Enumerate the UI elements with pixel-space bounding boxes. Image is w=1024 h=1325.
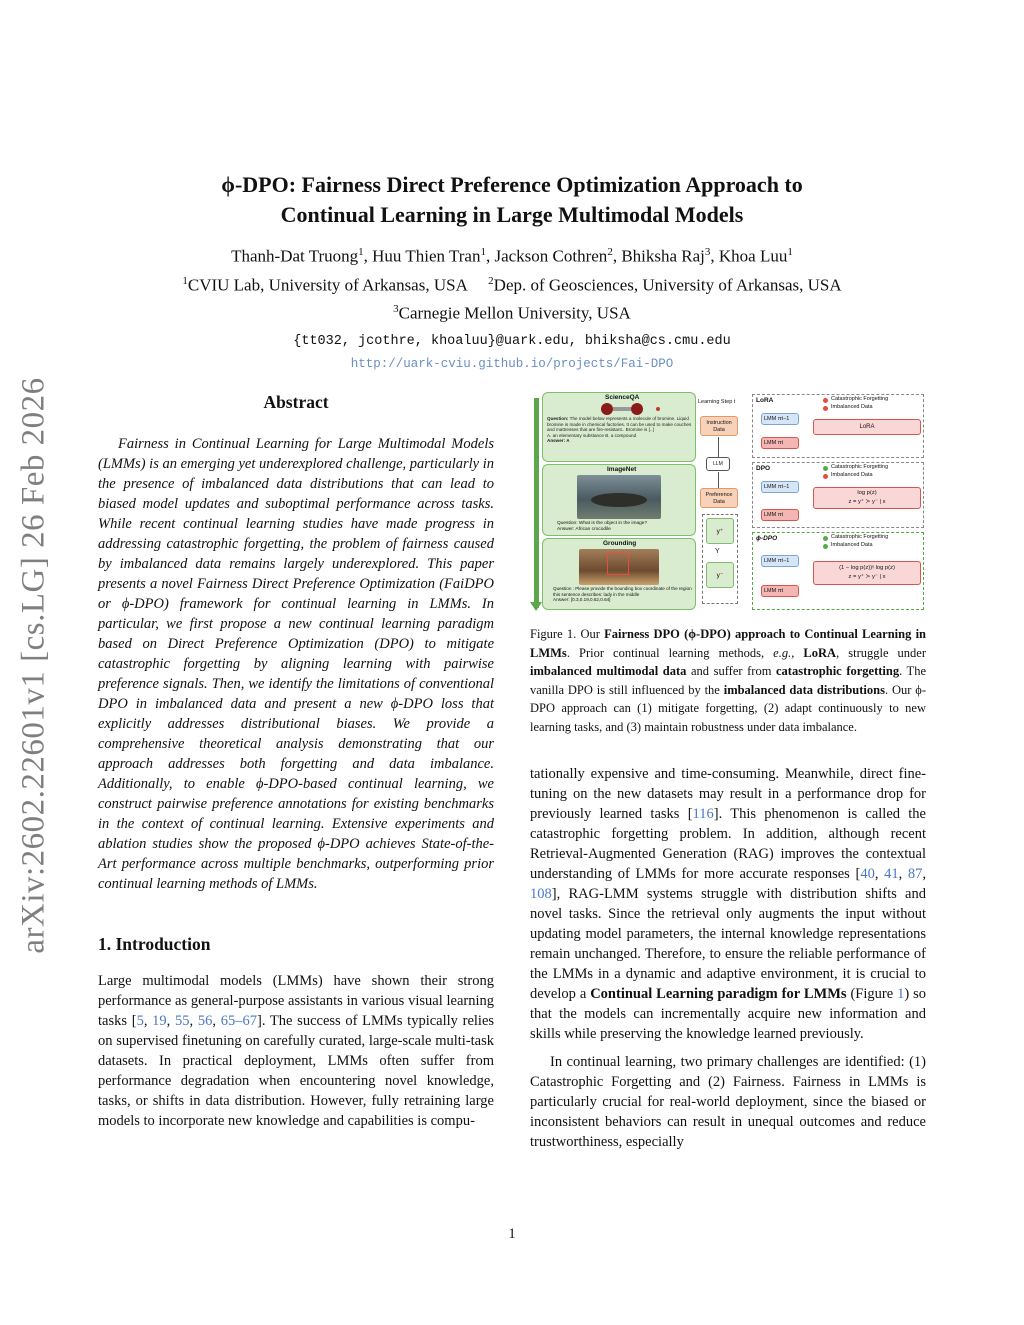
lmm-curr-box <box>761 509 799 521</box>
phi-dpo-benefit-forgetting: Catastrophic Forgetting <box>831 534 889 540</box>
affiliation: Carnegie Mellon University, USA <box>398 303 631 323</box>
learning-step-label: Learning Step t <box>698 399 736 405</box>
affiliations-line <box>0 269 1024 298</box>
dpo-issue-imbalance: Imbalanced Data <box>831 472 873 478</box>
citation-link[interactable]: 56 <box>197 1013 213 1029</box>
author-name: Jackson Cothren <box>494 246 608 266</box>
y-minus-box <box>706 562 734 588</box>
dpo-panel <box>752 462 924 528</box>
bromine-atom-right <box>631 403 643 415</box>
body-paragraph: In continual learning, two primary challenges are identified: (1) Catastrophic Forgetting and (2) Fairness. Fairness in LMMs is particularly crucial for real-world deployment, since the biased or inconsistent behaviors can result in unequal outcomes and reduce trustworthiness, especially <box>530 1054 926 1150</box>
author-affiliation-mark: 1 <box>480 246 486 258</box>
body-bold: Continual Learning paradigm for LMMs <box>590 986 847 1002</box>
instruction-data-box <box>700 416 738 436</box>
grounding-answer: Answer: [0.3,0.19,0.62,0.64] <box>553 597 611 603</box>
y-minus-label: y⁻ <box>716 572 724 579</box>
dpo-issue-forgetting: Catastrophic Forgetting <box>831 464 889 470</box>
author-affiliation-mark: 2 <box>607 246 613 258</box>
grounding-question: Question : Please provide the bounding box coordinate of the region this sentence describes: lady in the middle <box>553 586 692 597</box>
body-paragraph: tationally expensive and time-consuming. Meanwhile, direct fine-tuning on the new datasets may result in a performance drop for previously learned tasks [116]. This phenomenon is called the catastrophic forgetting problem. In addition, although recent Retrieval-Augmented Generation (RAG) improves the contextual understanding of LMMs for more accurate responses [40, 41, 87, 108], RAG-LMM systems struggle with distribution shifts and novel tasks. Since the retrieval only augments the input without updating model parameters, the internal knowledge representations remain unchanged. Therefore, to ensure the reliable performance of the LMMs in a dynamic and adaptive environment, it is crucial to develop a Continual Learning paradigm for LMMs (Figure 1) so that the models can incrementally acquire new information and skills while preserving the knowledge learned previously. <box>530 766 926 1042</box>
lmm-prev-label: LMM πt−1 <box>764 558 790 564</box>
citation-link[interactable]: 41 <box>884 866 899 882</box>
scienceqa-question: The model below represents a molecule of bromine. Liquid bromine is made in chemical factories. It can be used to make couches and mattresses that are fire-resistant.. Bromine is [..] <box>547 416 692 433</box>
affiliations-line <box>0 297 1024 326</box>
phi-dpo-benefit-imbalance: Imbalanced Data <box>831 542 873 548</box>
grounding-photo <box>579 549 659 585</box>
author-affiliation-mark: 1 <box>787 246 793 258</box>
body-text: ]. The success of LMMs typically relies on supervised finetuning on carefully curated, large-scale multi-task datasets. In practical deployment, LMMs often suffer from performance degradation when encountering novel knowledge, tasks, or shifts in data distribution. However, fully retraining large models to incorporate new knowledge and capabilities is compu- <box>98 1013 495 1129</box>
check-icon <box>823 466 828 471</box>
body-text: ) so that the models can incrementally acquire new information and skills while preserving the knowledge learned previously. <box>530 986 926 1042</box>
phi-dpo-objective-line1: (1 − log p(z))ᵞ log p(z) <box>839 565 895 571</box>
author-name: Thanh-Dat Truong <box>231 246 359 266</box>
lmm-curr-box <box>761 585 799 597</box>
caption-text: and suffer from <box>686 664 776 678</box>
phi-dpo-label: ϕ-DPO <box>756 535 778 542</box>
lmm-prev-box <box>761 413 799 425</box>
caption-text: . Our ϕ-DPO approach can (1) mitigate forgetting, (2) adapt continuously to new learning tasks, and (3) maintain robustness under data imbalance. <box>530 682 927 734</box>
preference-data-box <box>700 488 738 508</box>
dpo-label: DPO <box>756 465 771 472</box>
caption-text: Figure 1. Our <box>530 627 605 641</box>
body-text: (Figure <box>846 986 898 1002</box>
author-name: Khoa Luu <box>718 246 788 266</box>
imagenet-answer: Answer: African crocodile <box>557 527 611 532</box>
bromine-bond <box>613 407 631 411</box>
affiliation: CVIU Lab, University of Arkansas, USA <box>187 275 467 295</box>
affiliation-number: 3 <box>393 303 399 316</box>
body-text: Large multimodal models (LMMs) have shown their strong performance as general-purpose assistants in various visual learning tasks [ <box>98 973 494 1029</box>
lora-objective-label: LoRA <box>859 424 875 430</box>
time-arrow-head <box>530 602 542 611</box>
author-names: Thanh-Dat Truong$^1$, Huu Thien Tran$^1$, Jackson Cothren$^2$, Bhiksha Raj$^3$, Khoa Luu$^1$ <box>231 246 793 266</box>
scienceqa-options: A. an elementary substance B. a compound <box>547 432 637 438</box>
dpo-objective-line1: log p(z) <box>857 490 877 496</box>
citation-link[interactable]: 19 <box>152 1013 167 1029</box>
phi-dpo-objective-box <box>813 561 921 585</box>
bromine-atom-left <box>601 403 613 415</box>
dpo-objective-box <box>813 487 921 509</box>
paper-title <box>0 170 1024 230</box>
author-name: Huu Thien Tran <box>372 246 481 266</box>
arxiv-stamp-text: arXiv:2602.22601v1 [cs.LG] 26 Feb 2026 <box>15 376 52 954</box>
caption-bold: LoRA <box>803 645 837 660</box>
grounding-qa-text <box>553 586 693 603</box>
caption-bold: catastrophic forgetting <box>776 664 900 678</box>
scienceqa-answer: Answer: A <box>547 438 570 444</box>
pipeline-connector <box>718 437 719 457</box>
scienceqa-panel <box>542 392 696 462</box>
section-heading-introduction: 1. Introduction <box>98 934 211 954</box>
citation-link[interactable]: 116 <box>692 806 714 822</box>
lora-issue-forgetting: Catastrophic Forgetting <box>831 396 889 402</box>
lmm-curr-box <box>761 437 799 449</box>
time-label: Time <box>528 489 536 506</box>
affiliation: Dep. of Geosciences, University of Arkansas, USA <box>493 275 842 295</box>
instruction-data-label: Instruction Data <box>706 420 732 433</box>
right-column <box>530 390 926 1152</box>
figure-1 <box>530 390 926 612</box>
lmm-prev-box <box>761 555 799 567</box>
check-icon <box>823 536 828 541</box>
phi-dpo-objective-line2: z = y⁺ ≻ y⁻ | x <box>848 574 886 580</box>
caption-bold: imbalanced multimodal data <box>530 664 687 678</box>
affiliation-number: 1 <box>182 274 188 287</box>
imagenet-title: ImageNet <box>607 466 637 473</box>
caption-bold: Fairness DPO (ϕ-DPO) approach to Continual Learning in LMMs <box>530 627 926 660</box>
title-line-1: ϕ-DPO: Fairness Direct Preference Optimization Approach to <box>221 172 803 197</box>
author-name: Bhiksha Raj <box>621 246 705 266</box>
imagenet-qa-text <box>557 521 647 533</box>
crocodile-photo <box>577 475 661 519</box>
affiliation-number: 2 <box>488 274 494 287</box>
figure-caption <box>530 625 926 736</box>
title-block <box>0 170 1024 374</box>
lora-panel <box>752 394 924 458</box>
figure-ref-link[interactable]: 1 <box>897 986 905 1002</box>
lmm-prev-label: LMM πt−1 <box>764 416 790 422</box>
author-list <box>0 240 1024 326</box>
scienceqa-title: ScienceQA <box>605 394 640 401</box>
citation-link[interactable]: 87 <box>907 866 923 882</box>
lmm-curr-label: LMM πt <box>764 512 784 518</box>
title-line-2: Continual Learning in Large Multimodal Models <box>280 202 744 227</box>
cross-icon <box>823 398 828 403</box>
citation-link[interactable]: 5 <box>136 1013 144 1029</box>
body-text: tationally expensive and time-consuming. Meanwhile, direct fine-tuning on the new datasets may result in a performance drop for previously learned tasks [ <box>530 766 926 822</box>
citation-link[interactable]: 65–67 <box>220 1013 257 1029</box>
caption-text: , <box>791 645 804 660</box>
body-text: ]. This phenomenon is called the catastrophic forgetting problem. In addition, although recent Retrieval-Augmented Generation (RAG) improves the contextual understanding of LMMs for more accurate responses [ <box>530 806 926 882</box>
imagenet-panel <box>542 464 696 536</box>
arxiv-stamp <box>12 370 56 960</box>
grounding-title: Grounding <box>603 540 637 547</box>
cross-icon <box>823 406 828 411</box>
bounding-box <box>607 553 629 575</box>
question-label: Question: <box>547 416 569 421</box>
author-affiliation-mark: 3 <box>704 246 711 258</box>
pipeline-connector <box>718 472 719 488</box>
check-icon <box>823 544 828 549</box>
y-plus-label: y⁺ <box>716 528 724 535</box>
lmm-curr-label: LMM πt <box>764 440 784 446</box>
intro-paragraph: Large multimodal models (LMMs) have shown their strong performance as general-purpose assistants in various visual learning tasks [5, 19, 55, 56, 65–67]. The success of LMMs typically relies on supervised finetuning on carefully curated, large-scale multi-task datasets. In practical deployment, LMMs often suffer from performance degradation when encountering novel knowledge, tasks, or shifts in data distribution. However, fully retraining large models to incorporate new knowledge and capabilities is compu- <box>98 973 495 1129</box>
lora-objective-box <box>813 419 921 435</box>
cross-icon <box>823 474 828 479</box>
lmm-curr-label: LMM πt <box>764 588 784 594</box>
llm-label: LLM <box>713 461 723 467</box>
body-text: ], RAG-LMM systems struggle with distribution shifts and novel tasks. Since the retrieval only augments the input without updating model parameters, the internal knowledge representations remain unchanged. Therefore, to ensure the reliable performance of the LMMs in a dynamic and adaptive environment, it is crucial to develop a <box>530 886 926 1002</box>
caption-bold: imbalanced data distributions <box>723 682 885 697</box>
y-label: Y <box>715 548 720 555</box>
abstract-heading: Abstract <box>263 392 329 412</box>
lora-issue-imbalance: Imbalanced Data <box>831 404 873 410</box>
scienceqa-qa-text <box>547 416 693 444</box>
dpo-objective-line2: z = y⁺ ≻ y⁻ | x <box>848 499 886 505</box>
abstract-text: Fairness in Continual Learning for Large Multimodal Models (LMMs) is an emerging yet underexplored challenge, particularly in the presence of imbalanced data distributions that can lead to biased model updates and suboptimal performance across tasks. While recent continual learning studies have made progress in addressing catastrophic forgetting, the problem of fairness caused by imbalanced data remains largely underexplored. This paper presents a novel Fairness Direct Preference Optimization (FaiDPO or ϕ-DPO) framework for continual learning in LMMs. In particular, we first propose a new continual learning paradigm based on Direct Preference Optimization (DPO) to mitigate catastrophic forgetting by aligning learning with pairwise preference signals. Then, we identify the limitations of conventional DPO in imbalanced data and present a new ϕ-DPO loss that explicitly addresses distributional biases. We provide a comprehensive theoretical analysis demonstrating that our approach addresses both forgetting and data imbalance. Additionally, to enable ϕ-DPO-based continual learning, we construct pairwise preference annotations for existing benchmarks in the context of continual learning. Extensive experiments and ablation studies show the proposed ϕ-DPO achieves State-of-the-Art performance across multiple benchmarks, outperforming prior continual learning methods of LMMs. <box>98 436 494 892</box>
caption-text: . Prior continual learning methods, <box>566 645 774 660</box>
left-column <box>98 390 494 1131</box>
page-number: 1 <box>508 1226 516 1242</box>
lora-label: LoRA <box>756 397 774 404</box>
citation-link[interactable]: 40 <box>860 866 875 882</box>
preference-data-label: Preference Data <box>705 492 733 505</box>
y-plus-box <box>706 518 734 544</box>
lmm-prev-box <box>761 481 799 493</box>
author-affiliation-mark: 1 <box>358 246 364 258</box>
grounding-panel <box>542 538 696 610</box>
project-url-link[interactable]: http://uark-cviu.github.io/projects/Fai-DPO <box>350 356 674 371</box>
caption-text: , struggle under <box>836 645 927 660</box>
legend-dot <box>656 407 660 411</box>
imagenet-question: Question: What is the object in the image? <box>557 521 648 526</box>
author-emails: {tt032, jcothre, khoaluu}@uark.edu, bhiksha@cs.cmu.edu <box>293 333 731 349</box>
crocodile-shape <box>591 493 647 507</box>
caption-text: . The vanilla DPO is still influenced by the <box>530 664 926 697</box>
caption-italic: e.g. <box>773 645 792 660</box>
phi-dpo-panel <box>752 532 924 610</box>
lmm-prev-label: LMM πt−1 <box>764 484 790 490</box>
llm-box <box>706 457 730 471</box>
citation-link[interactable]: 108 <box>530 886 552 902</box>
citation-link[interactable]: 55 <box>175 1013 190 1029</box>
